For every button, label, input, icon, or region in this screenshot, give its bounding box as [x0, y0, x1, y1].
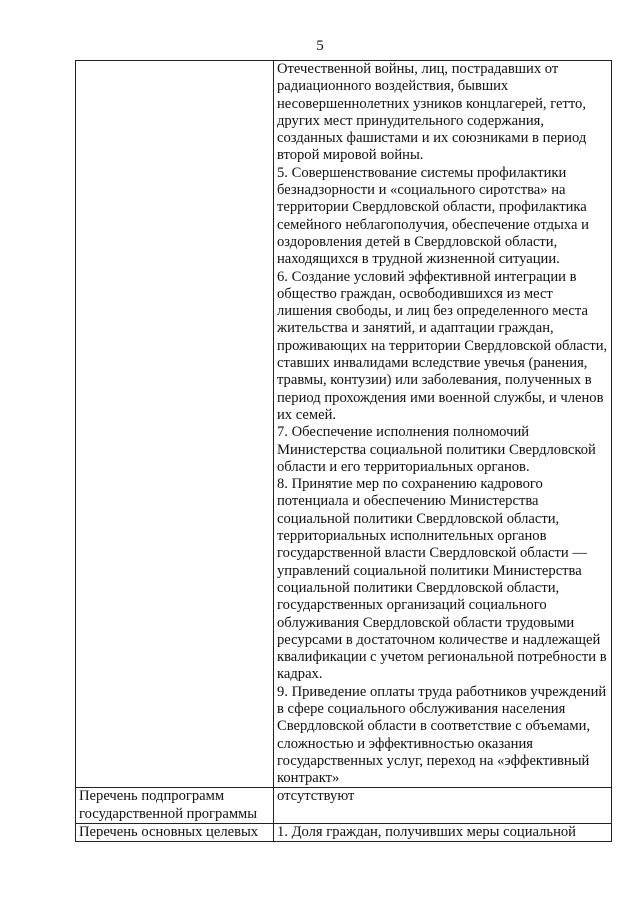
- indicators-label-cell: [76, 823, 274, 841]
- subprograms-label-cell: [76, 788, 274, 823]
- indicators-value-cell: [274, 823, 612, 841]
- empty-label-cell: [76, 61, 274, 788]
- table-row-continued: [76, 61, 612, 788]
- tasks-cell: [274, 61, 612, 788]
- indicators-label: Перечень основных целевых: [79, 823, 259, 840]
- task-paragraph-continued: Отечественной войны, лиц, пострадавших от радиационного воздействия, бывших несовершеннолетних узников концлагерей, гетто, других мест принудительного содержания, созданных фашистами и их союзниками в период второй мировой войны.: [277, 61, 587, 164]
- subprograms-value: отсутствуют: [277, 788, 355, 805]
- page-number: 5: [316, 38, 324, 54]
- task-paragraph-6: 6. Создание условий эффективной интеграции в общество граждан, освободившихся из мест лишения свободы, и лиц без определенного места жительства и занятий, и адаптации граждан, проживающих на территории Свердловской области, ставших инвалидами вследствие увечья (ранения, травмы, контузии) или заболевания, полученных в период прохождения ими военной службы, и членов их семей.: [277, 268, 608, 423]
- subprograms-label: Перечень подпрограмм государственной программы: [79, 788, 258, 822]
- task-paragraph-9: 9. Приведение оплаты труда работников учреждений в сфере социального обслуживания населения Свердловской области в соответствие с объемами, сложностью и эффективностью оказания государственных услуг, переход на «эффективный контракт»: [277, 683, 607, 787]
- program-passport-table: [75, 60, 612, 842]
- subprograms-value-cell: [274, 788, 612, 823]
- table-row-subprograms: [76, 788, 612, 823]
- task-paragraph-7: 7. Обеспечение исполнения полномочий Министерства социальной политики Свердловской области и его территориальных органов.: [277, 424, 596, 475]
- indicators-value: 1. Доля граждан, получивших меры социальной: [277, 823, 576, 840]
- table-row-indicators: [76, 823, 612, 841]
- task-paragraph-8: 8. Принятие мер по сохранению кадрового потенциала и обеспечению Министерства социальной политики Свердловской области, территориальных исполнительных органов государственной власти Свердловской области — управлений социальной политики Министерства социальной политики Свердловской области, государственных организаций социального облуживания Свердловской области трудовыми ресурсами в достаточном количестве и надлежащей квалификации с учетом региональной потребности в кадрах.: [277, 476, 607, 683]
- task-paragraph-5: 5. Совершенствование системы профилактики безнадзорности и «социального сиротства» на территории Свердловской области, профилактика семейного неблагополучия, обеспечение отдыха и оздоровления детей в Свердловской области, находящихся в трудной жизненной ситуации.: [277, 164, 589, 268]
